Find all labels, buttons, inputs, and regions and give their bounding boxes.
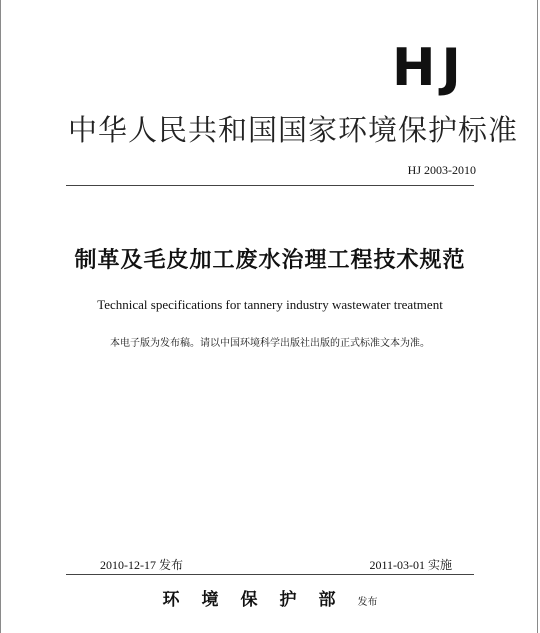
page-right-border <box>537 0 538 633</box>
hj-logo: HJ <box>392 38 467 98</box>
page-left-border <box>0 0 1 633</box>
issuer-name: 环境保护部 <box>162 590 358 610</box>
issuer-line <box>0 585 540 610</box>
title-english: Technical specifications for tannery industry wastewater treatment <box>97 297 443 312</box>
bottom-divider <box>66 574 474 575</box>
effective-date: 2011-03-01 实施 <box>369 558 452 572</box>
top-divider <box>66 185 474 186</box>
title-chinese: 制革及毛皮加工废水治理工程技术规范 <box>74 248 466 273</box>
standard-number: HJ 2003-2010 <box>407 163 476 177</box>
issuer-suffix: 发布 <box>357 597 378 608</box>
edition-note: 本电子版为发布稿。请以中国环境科学出版社出版的正式标准文本为准。 <box>110 338 430 349</box>
publish-date: 2010-12-17 发布 <box>100 558 183 572</box>
issuing-standard-body: 中华人民共和国国家环境保护标准 <box>68 113 519 147</box>
